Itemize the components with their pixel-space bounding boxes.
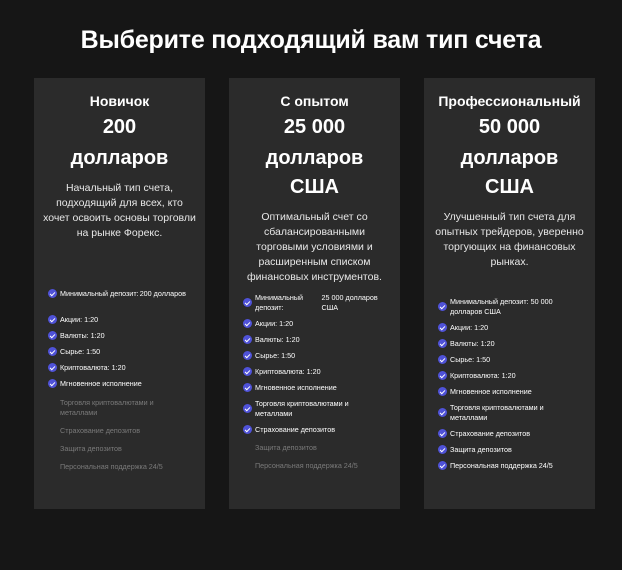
check-circle-icon <box>48 315 57 324</box>
feature-label: Сырье: 1:50 <box>450 355 491 364</box>
feature-label: Защита депозитов <box>450 445 512 454</box>
plan-price-currency: долларов <box>265 147 364 169</box>
feature-item-unavailable <box>255 461 405 471</box>
check-circle-icon <box>243 404 252 413</box>
feature-item <box>438 429 588 439</box>
feature-label: Минимальный депозит: <box>60 289 139 298</box>
check-circle-icon <box>243 383 252 392</box>
feature-value: 25 000 долларов США <box>321 293 378 312</box>
check-circle-icon <box>48 289 57 298</box>
feature-label: Валюты: 1:20 <box>255 335 300 344</box>
feature-label: Минимальный депозит: <box>450 297 529 306</box>
feature-label: Торговля криптовалютами и металлами <box>450 403 544 422</box>
feature-item <box>438 387 588 397</box>
feature-label: Страхование депозитов <box>450 429 531 438</box>
feature-label: Сырье: 1:50 <box>60 347 101 356</box>
feature-item-unavailable <box>255 443 405 453</box>
feature-label: Страхование депозитов <box>60 426 141 435</box>
feature-label: Торговля криптовалютами и металлами <box>60 398 154 417</box>
feature-label: Криптовалюта: 1:20 <box>60 363 126 372</box>
feature-item <box>243 399 373 419</box>
feature-value: 200 долларов <box>139 289 186 298</box>
feature-item <box>48 315 198 325</box>
plan-card-beginner[interactable] <box>34 78 205 509</box>
plan-title: С опытом <box>280 93 349 109</box>
check-circle-icon <box>438 429 447 438</box>
feature-item <box>48 331 198 341</box>
feature-min-deposit <box>48 289 198 299</box>
feature-label: Криптовалюта: 1:20 <box>450 371 516 380</box>
check-circle-icon <box>243 367 252 376</box>
feature-label: Акции: 1:20 <box>255 319 294 328</box>
plan-price-currency: долларов <box>70 147 169 169</box>
check-circle-icon <box>243 351 252 360</box>
feature-min-deposit <box>243 293 393 313</box>
plan-title: Профессиональный <box>438 93 581 109</box>
feature-label: Мгновенное исполнение <box>450 387 532 396</box>
feature-item-unavailable <box>60 462 210 472</box>
feature-label: Мгновенное исполнение <box>255 383 337 392</box>
feature-item-unavailable <box>60 426 210 436</box>
feature-item <box>438 355 588 365</box>
feature-label: Защита депозитов <box>255 443 317 452</box>
check-circle-icon <box>438 323 447 332</box>
plan-price-currency: долларов <box>460 147 559 169</box>
feature-item <box>243 383 393 393</box>
plan-price-currency: США <box>290 176 339 198</box>
feature-label: Персональная поддержка 24/5 <box>255 461 358 470</box>
feature-label: Валюты: 1:20 <box>450 339 495 348</box>
feature-label: Торговля криптовалютами и металлами <box>255 399 349 418</box>
check-circle-icon <box>243 319 252 328</box>
check-circle-icon <box>438 371 447 380</box>
check-circle-icon <box>438 445 447 454</box>
check-circle-icon <box>438 408 447 417</box>
check-circle-icon <box>438 302 447 311</box>
feature-label: Страхование депозитов <box>255 425 336 434</box>
feature-item <box>438 445 588 455</box>
plan-description: Оптимальный счет со сбалансированными торговыми условиями и расширенным списком финансовых инструментов. <box>247 211 382 283</box>
feature-label: Валюты: 1:20 <box>60 331 105 340</box>
plan-price-amount: 200 <box>102 116 137 138</box>
check-circle-icon <box>243 335 252 344</box>
check-circle-icon <box>243 425 252 434</box>
feature-label: Мгновенное исполнение <box>60 379 142 388</box>
check-circle-icon <box>48 331 57 340</box>
feature-item <box>243 367 393 377</box>
feature-label: Акции: 1:20 <box>450 323 489 332</box>
feature-item <box>48 347 198 357</box>
check-circle-icon <box>438 339 447 348</box>
feature-item <box>243 425 393 435</box>
feature-item <box>48 379 198 389</box>
plan-description: Улучшенный тип счета для опытных трейдеров, уверенно торгующих на финансовых рынках. <box>435 211 584 268</box>
feature-label: Минимальный депозит: <box>255 293 304 312</box>
check-circle-icon <box>48 347 57 356</box>
check-circle-icon <box>438 355 447 364</box>
check-circle-icon <box>48 363 57 372</box>
plan-price-amount: 50 000 <box>478 116 541 138</box>
feature-item <box>438 323 588 333</box>
plan-price-currency: США <box>485 176 534 198</box>
feature-item <box>243 319 393 329</box>
plan-price-amount: 25 000 <box>283 116 346 138</box>
feature-label: Персональная поддержка 24/5 <box>450 461 553 470</box>
plan-card-experienced[interactable] <box>229 78 400 509</box>
check-circle-icon <box>438 387 447 396</box>
feature-min-deposit <box>438 297 580 317</box>
plan-card-professional[interactable] <box>424 78 595 509</box>
check-circle-icon <box>243 298 252 307</box>
check-circle-icon <box>48 379 57 388</box>
feature-item <box>243 335 393 345</box>
feature-label: Защита депозитов <box>60 444 122 453</box>
feature-item <box>243 351 393 361</box>
feature-label: Акции: 1:20 <box>60 315 99 324</box>
feature-label: Сырье: 1:50 <box>255 351 296 360</box>
feature-label: Криптовалюта: 1:20 <box>255 367 321 376</box>
feature-item-unavailable <box>60 444 210 454</box>
feature-value: 50 000 долларов США <box>450 297 553 316</box>
plan-title: Новичок <box>89 93 150 109</box>
feature-item <box>438 371 588 381</box>
feature-item-unavailable <box>60 398 180 418</box>
feature-label: Персональная поддержка 24/5 <box>60 462 163 471</box>
feature-item <box>438 403 578 423</box>
feature-item <box>48 363 198 373</box>
check-circle-icon <box>438 461 447 470</box>
feature-item <box>438 339 588 349</box>
plan-description: Начальный тип счета, подходящий для всех, кто хочет освоить основы торговли на рынке Форекс. <box>43 182 196 239</box>
feature-item <box>438 461 588 471</box>
page-title: Выберите подходящий вам тип счета <box>80 26 542 54</box>
